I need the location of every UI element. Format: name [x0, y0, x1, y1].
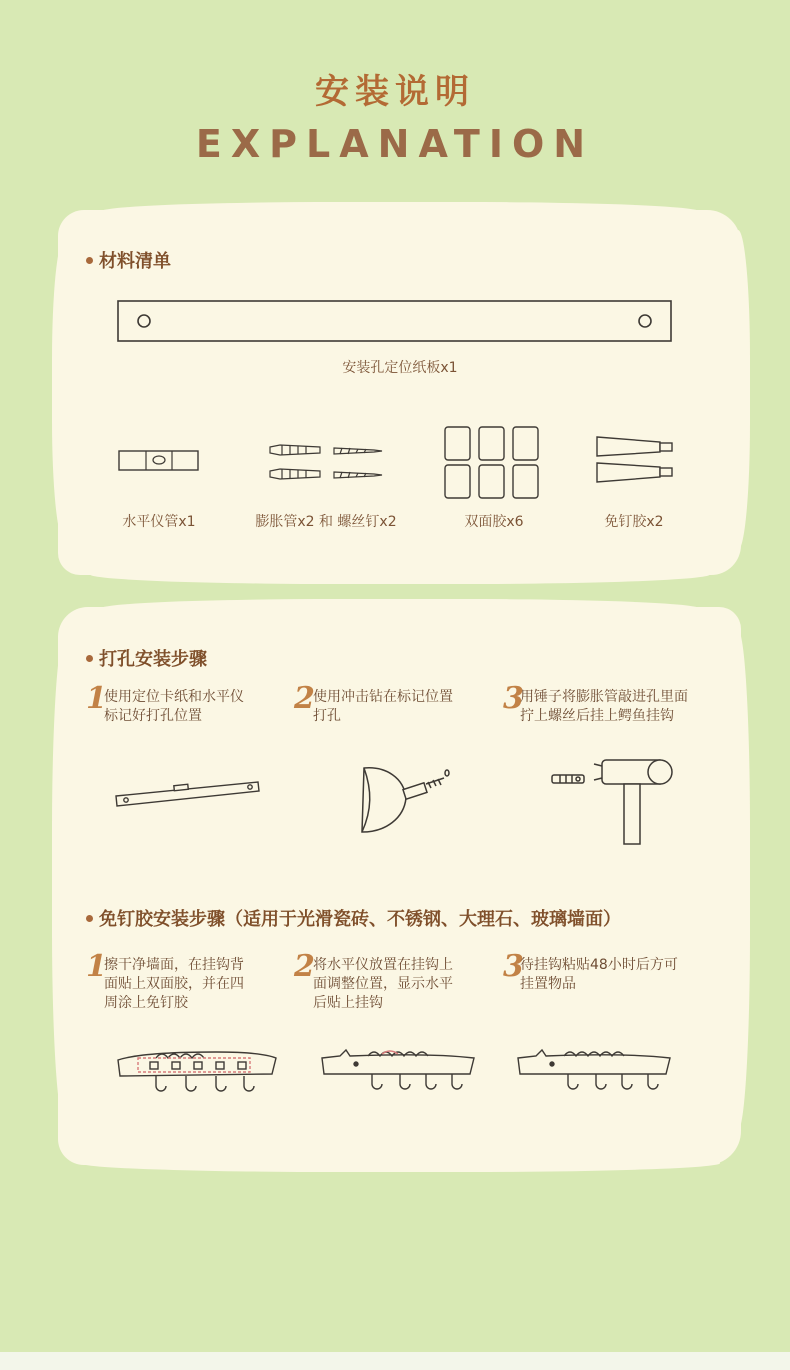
template-board-image [117, 300, 673, 342]
step-number: 1 [86, 681, 107, 716]
hammer-icon [548, 754, 678, 848]
step-number: 2 [294, 949, 315, 984]
bullet-dot-icon [86, 915, 93, 922]
step-text: 使用定位卡纸和水平仪 标记好打孔位置 [104, 689, 244, 724]
step-number: 2 [294, 681, 315, 716]
glue-steps-heading: 免钉胶安装步骤（适用于光滑瓷砖、不锈钢、大理石、玻璃墙面） [86, 905, 621, 931]
hook-back-icon [116, 1044, 278, 1096]
template-board-icon [114, 778, 264, 812]
step-text: 用锤子将膨胀管敲进孔里面 拧上螺丝后挂上鳄鱼挂钩 [520, 689, 688, 724]
glue-tube-icon [596, 436, 674, 484]
bullet-dot-icon [86, 655, 93, 662]
page-title-en: EXPLANATION [195, 122, 595, 166]
step-text: 待挂钩粘贴48小时后方可 挂置物品 [520, 957, 678, 992]
hook-level-icon [320, 1044, 478, 1096]
materials-heading: 材料清单 [86, 247, 171, 273]
step-number: 1 [86, 949, 107, 984]
board-caption: 安装孔定位纸板x1 [342, 360, 458, 376]
material-label: 双面胶x6 [464, 514, 524, 530]
step-number: 3 [503, 681, 524, 716]
material-label: 免钉胶x2 [604, 514, 664, 530]
step-text: 擦干净墙面，在挂钩背 面贴上双面胶，并在四 周涂上免钉胶 [104, 957, 244, 1011]
drill-icon [356, 760, 452, 838]
anchor-screw-icon [268, 443, 386, 483]
level-tube-icon [118, 450, 200, 472]
crocodile-hook-icon [516, 1044, 674, 1096]
step-text: 将水平仪放置在挂钩上 面调整位置，显示水平 后贴上挂钩 [313, 957, 453, 1011]
tape-pads-icon [444, 426, 540, 500]
material-label: 水平仪管x1 [122, 514, 196, 530]
bottom-strip [0, 1352, 790, 1370]
drill-steps-heading: 打孔安装步骤 [86, 645, 207, 671]
bullet-dot-icon [86, 257, 93, 264]
step-text: 使用冲击钻在标记位置 打孔 [313, 689, 453, 724]
page-title-cn: 安装说明 [315, 72, 475, 112]
material-label: 膨胀管x2 和 螺丝钉x2 [255, 514, 397, 530]
step-number: 3 [503, 949, 524, 984]
